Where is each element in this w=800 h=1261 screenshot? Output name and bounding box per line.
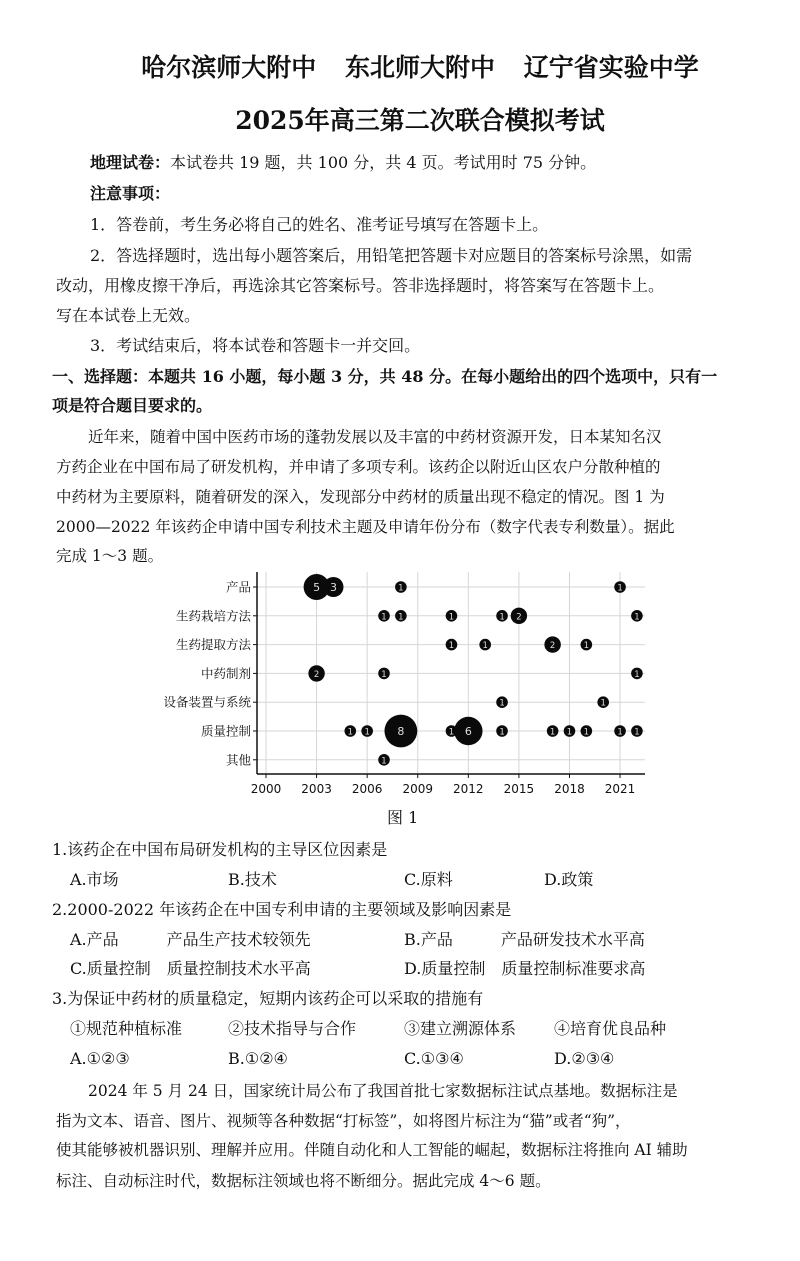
bubble-label: 1	[634, 669, 640, 680]
x-tick-label: 2009	[402, 782, 434, 796]
q1-option-d[interactable]: D.政策	[544, 870, 594, 889]
q1-option-b[interactable]: B.技术	[228, 870, 277, 889]
bubble-label: 1	[583, 641, 590, 652]
bubble-label: 1	[499, 698, 505, 709]
passage2-line: 指为文本、语音、图片、视频等各种数据“打标签”，如将图片标注为“猫”或者“狗”，	[56, 1112, 631, 1130]
question-3-stem: 3.为保证中药材的质量稳定，短期内该药企可以采取的措施有	[52, 989, 484, 1008]
bubble-label: 1	[617, 583, 623, 594]
patent-bubble-chart	[163, 570, 660, 800]
notice-2: 2．答选择题时，选出每小题答案后，用铅笔把答题卡对应题目的答案标号涂黑，如需	[90, 246, 693, 265]
q3-option-b[interactable]: B.①②④	[228, 1049, 288, 1068]
exam-title: 2025年高三第二次联合模拟考试	[235, 106, 605, 135]
bubble-label: 8	[397, 725, 405, 738]
passage2-line: 使其能够被机器识别、理解并应用。伴随自动化和人工智能的崛起，数据标注将推向 AI 辅助	[56, 1141, 688, 1159]
q3-item-1: ①规范种植标准	[70, 1019, 183, 1038]
x-tick-label: 2021	[604, 782, 636, 796]
section-heading-cont: 项是符合题目要求的。	[52, 396, 213, 415]
q3-item-4: ④培育优良品种	[554, 1019, 667, 1038]
subject-label: 地理试卷：	[90, 153, 171, 172]
q2-option-b[interactable]: B.产品 产品研发技术水平高	[404, 930, 645, 949]
bubble-label: 2	[516, 612, 522, 623]
q3-option-d[interactable]: D.②③④	[554, 1049, 615, 1068]
bubble-label: 1	[566, 727, 573, 738]
bubble-label: 1	[448, 727, 455, 738]
notice-1: 1．答卷前，考生务必将自己的姓名、准考证号填写在答题卡上。	[90, 215, 549, 234]
bubble-label: 1	[583, 727, 590, 738]
bubble-label: 3	[329, 581, 337, 594]
notice-2-cont: 改动，用橡皮擦干净后，再选涂其它答案标号。答非选择题时，将答案写在答题卡上。	[56, 276, 665, 295]
bubble-label: 1	[499, 727, 505, 738]
passage1-line: 2000—2022 年该药企申请中国专利技术主题及申请年份分布（数字代表专利数量）。据此	[56, 518, 675, 536]
bubble-label: 2	[313, 669, 320, 680]
bubble-label: 1	[381, 669, 387, 680]
question-2-stem: 2.2000-2022 年该药企在中国专利申请的主要领域及影响因素是	[52, 900, 512, 919]
q3-item-2: ②技术指导与合作	[228, 1019, 357, 1038]
passage1-line: 方药企业在中国布局了研发机构，并申请了多项专利。该药企以附近山区农户分散种植的	[56, 458, 661, 476]
passage1-line: 完成 1～3 题。	[56, 547, 164, 565]
notice-3: 3．考试结束后，将本试卷和答题卡一并交回。	[90, 336, 421, 355]
passage1-line: 近年来，随着中国中医药市场的蓬勃发展以及丰富的中药材资源开发，日本某知名汉	[88, 428, 662, 446]
q3-item-3: ③建立溯源体系	[404, 1019, 517, 1038]
bubble-label: 1	[600, 698, 606, 709]
x-tick-label: 2003	[301, 782, 332, 796]
bubble-label: 1	[347, 727, 354, 738]
passage2-line: 2024 年 5 月 24 日，国家统计局公布了我国首批七家数据标注试点基地。数据标注是	[88, 1082, 678, 1100]
y-tick-label: 中药制剂	[200, 665, 251, 681]
x-tick-label: 2015	[503, 782, 535, 796]
y-tick-label: 生药提取方法	[175, 637, 251, 653]
bubble-label: 1	[634, 727, 640, 738]
q2-option-d[interactable]: D.质量控制 质量控制标准要求高	[404, 959, 646, 978]
question-1-stem: 1.该药企在中国布局研发机构的主导区位因素是	[52, 840, 388, 859]
x-tick-label: 2018	[554, 782, 585, 796]
q3-option-c[interactable]: C.①③④	[404, 1049, 464, 1068]
bubble-label: 1	[381, 756, 387, 767]
passage2-line: 标注、自动标注时代，数据标注领域也将不断细分。据此完成 4～6 题。	[56, 1172, 551, 1190]
section-heading: 一、选择题：本题共 16 小题，每小题 3 分，共 48 分。在每小题给出的四个选项中，只有一	[52, 367, 718, 386]
notice-title: 注意事项：	[90, 184, 171, 203]
x-tick-label: 2006	[351, 782, 383, 796]
bubble-label: 1	[381, 612, 387, 623]
school-names: 哈尔滨师大附中 东北师大附中 辽宁省实验中学	[141, 53, 699, 82]
subject-info	[90, 153, 596, 173]
bubble-label: 1	[448, 641, 455, 652]
bubble-label: 1	[398, 583, 404, 594]
figure-caption: 图 1	[387, 808, 419, 827]
bubble-label: 1	[549, 727, 556, 738]
bubble-label: 1	[364, 727, 370, 738]
q3-option-a[interactable]: A.①②③	[70, 1049, 130, 1068]
x-tick-label: 2000	[250, 782, 282, 796]
y-tick-label: 设备装置与系统	[163, 694, 251, 710]
bubble-label: 1	[617, 727, 623, 738]
x-tick-label: 2012	[453, 782, 484, 796]
bubble-label: 1	[499, 612, 505, 623]
notice-2-cont2: 写在本试卷上无效。	[56, 306, 201, 325]
passage1-line: 中药材为主要原料，随着研发的深入，发现部分中药材的质量出现不稳定的情况。图 1 为	[56, 488, 665, 506]
bubble-label: 5	[313, 581, 321, 594]
q1-option-c[interactable]: C.原料	[404, 870, 453, 889]
q2-option-c[interactable]: C.质量控制 质量控制技术水平高	[70, 959, 311, 978]
y-tick-label: 生药栽培方法	[175, 608, 251, 624]
y-tick-label: 质量控制	[200, 723, 251, 739]
bubble-label: 6	[464, 725, 472, 738]
bubble-label: 1	[634, 612, 640, 623]
y-tick-label: 其他	[225, 752, 251, 768]
q2-option-a[interactable]: A.产品 产品生产技术较领先	[70, 930, 311, 949]
bubble-label: 2	[549, 641, 556, 652]
bubble-label: 1	[448, 612, 455, 623]
bubble-label: 1	[398, 612, 404, 623]
y-tick-label: 产品	[225, 579, 251, 595]
subject-text: 本试卷共 19 题，共 100 分，共 4 页。考试用时 75 分钟。	[170, 153, 597, 172]
q1-option-a[interactable]: A.市场	[70, 870, 119, 889]
bubble-label: 1	[482, 641, 488, 652]
